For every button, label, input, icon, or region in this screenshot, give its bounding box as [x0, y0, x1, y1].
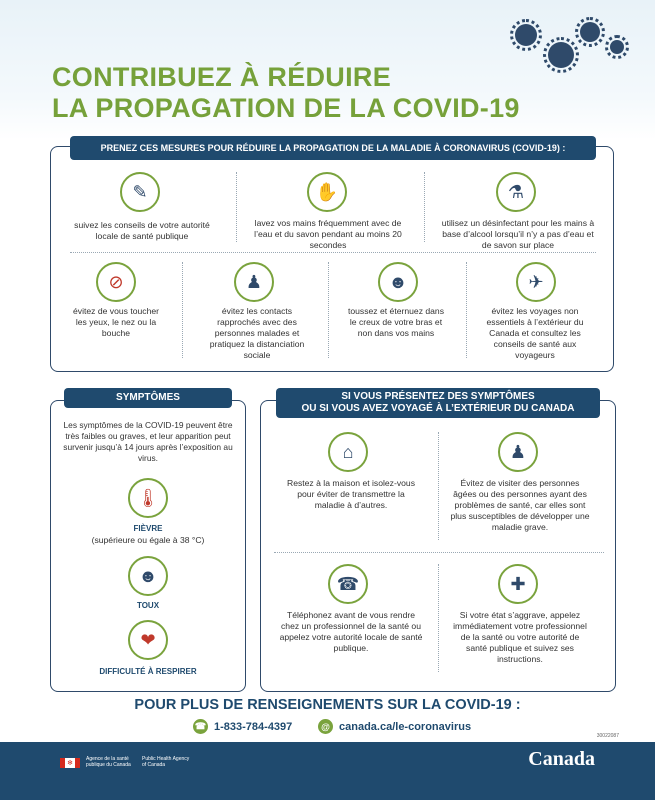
- flag-icon: ❄: [60, 758, 80, 768]
- agency-name-fr: Agence de la santé publique du Canada: [86, 756, 131, 768]
- sanitizer-icon: ⚗: [496, 172, 536, 212]
- ambulance-icon: ✚: [498, 564, 538, 604]
- cough-label: TOUX: [136, 601, 160, 610]
- phone-number: 1-833-784-4397: [214, 720, 293, 733]
- phone-icon: ☎: [193, 719, 208, 734]
- if-symptoms-header-line-1: SI VOUS PRÉSENTEZ DES SYMPTÔMES: [341, 391, 535, 402]
- virus-icon: [580, 22, 600, 42]
- no-face-touch-icon: ⊘: [96, 262, 136, 302]
- breath-label: DIFFICULTÉ À RESPIRER: [99, 667, 197, 676]
- phone-icon: ☎: [328, 564, 368, 604]
- elderly-people-icon: ♟: [498, 432, 538, 472]
- more-info-title: POUR PLUS DE RENSEIGNEMENTS SUR LA COVID-19 :: [134, 697, 521, 713]
- canada-wordmark: Canada: [528, 748, 595, 770]
- virus-icon: [610, 40, 624, 54]
- measure-text: évitez de vous toucher les yeux, le nez ou la bouche: [73, 306, 159, 338]
- symptoms-header: SYMPTÔMES: [64, 388, 232, 408]
- website-link[interactable]: [318, 719, 471, 734]
- cough-elbow-icon: ☻: [378, 262, 418, 302]
- title-line-2: LA PROPAGATION DE LA COVID-19: [52, 93, 520, 123]
- distancing-icon: ♟: [234, 262, 274, 302]
- measure-text: toussez et éternuez dans le creux de votre bras et non dans vos mains: [347, 306, 445, 338]
- divider: [236, 172, 237, 242]
- symptoms-intro: Les symptômes de la COVID-19 peuvent être très faibles ou graves, et leur apparition peut survenir jusqu’à 14 jours après l’exposition au virus.: [63, 420, 233, 463]
- fever-label: FIÈVRE: [133, 524, 163, 533]
- measure-text: lavez vos mains fréquemment avec de l’eau et du savon pendant au moins 20 secondes: [254, 218, 402, 250]
- action-text: Si votre état s’aggrave, appelez immédiatement votre professionnel de la santé ou votre autorité de santé publique et suivez ses instructions.: [453, 610, 587, 664]
- clipboard-icon: ✎: [120, 172, 160, 212]
- action-text: Évitez de visiter des personnes âgées ou des personnes ayant des problèmes de santé, car elles sont plus susceptibles de développer une maladie grave.: [450, 478, 590, 532]
- cough-icon: ☻: [128, 556, 168, 596]
- divider: [424, 172, 425, 242]
- fever-note: (supérieure ou égale à 38 °C): [91, 535, 205, 545]
- at-icon: @: [318, 719, 333, 734]
- measure-text: suivez les conseils de votre autorité locale de santé publique: [74, 220, 210, 241]
- title-line-1: CONTRIBUEZ À RÉDUIRE: [52, 62, 392, 92]
- divider: [274, 552, 604, 553]
- divider: [328, 262, 329, 358]
- divider: [182, 262, 183, 358]
- thermometer-icon: 🌡: [128, 478, 168, 518]
- action-text: Téléphonez avant de vous rendre chez un professionnel de la santé ou appelez votre autorité locale de santé publique.: [279, 610, 423, 653]
- virus-icon: [548, 42, 574, 68]
- airplane-icon: ✈: [516, 262, 556, 302]
- phone-contact[interactable]: [193, 719, 292, 734]
- divider: [70, 252, 596, 253]
- measure-text: évitez les voyages non essentiels à l’extérieur du Canada et consultez les conseils de santé aux voyageurs: [486, 306, 584, 360]
- if-symptoms-header: [276, 388, 600, 418]
- if-symptoms-header-line-2: OU SI VOUS AVEZ VOYAGÉ À L’EXTÉRIEUR DU CANADA: [301, 403, 575, 414]
- lungs-icon: ❤: [128, 620, 168, 660]
- agency-name-en: Public Health Agency of Canada: [142, 756, 190, 768]
- action-text: Restez à la maison et isolez-vous pour éviter de transmettre la maladie à d’autres.: [286, 478, 415, 510]
- page-title: [52, 62, 520, 124]
- website-url: canada.ca/le-coronavirus: [339, 720, 472, 733]
- measures-header: PRENEZ CES MESURES POUR RÉDUIRE LA PROPAGATION DE LA MALADIE À CORONAVIRUS (COVID-19) :: [70, 136, 596, 160]
- virus-icon: [515, 24, 537, 46]
- measure-text: évitez les contacts rapprochés avec des personnes malades et pratiquez la distanciation sociale: [209, 306, 305, 360]
- measure-text: utilisez un désinfectant pour les mains à base d’alcool lorsqu’il n’y a pas d’eau et de savon sur place: [441, 218, 595, 250]
- divider: [438, 564, 439, 672]
- footer-bar: [0, 742, 655, 800]
- reference-number: 30022087: [596, 733, 619, 739]
- divider: [466, 262, 467, 358]
- divider: [438, 432, 439, 540]
- hand-washing-icon: ✋: [307, 172, 347, 212]
- house-icon: ⌂: [328, 432, 368, 472]
